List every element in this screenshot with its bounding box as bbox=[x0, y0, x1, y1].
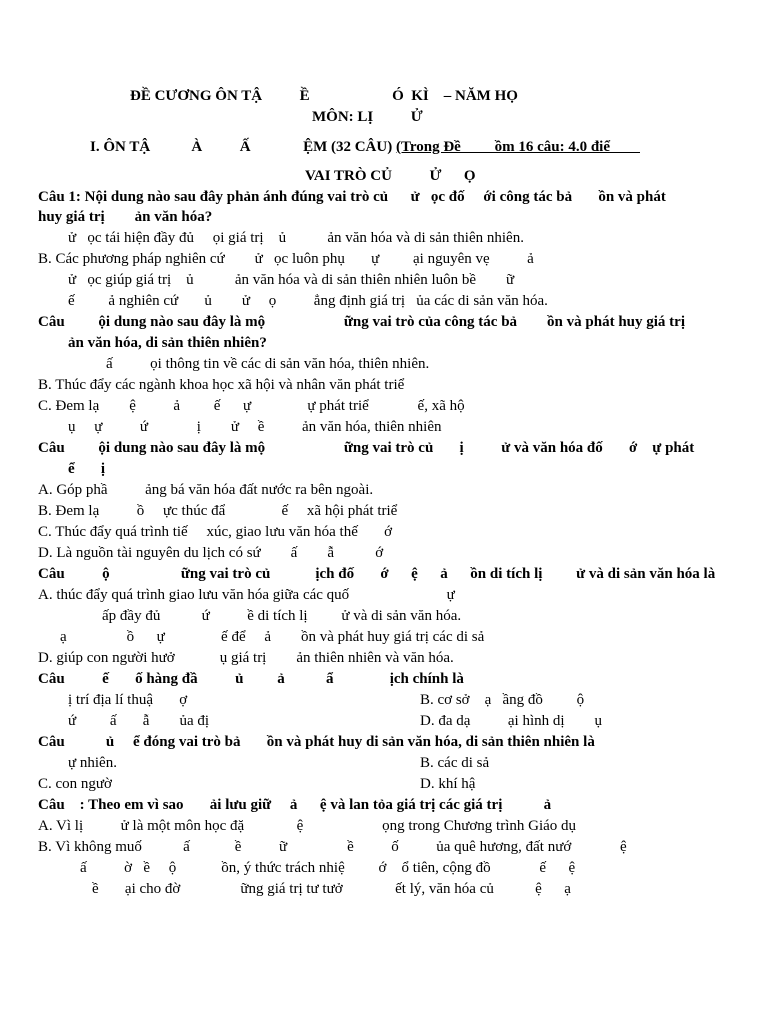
answer-line: ế ả nghiên cứ ủ ử ọ ẳng định giá trị ủa các di sản văn hóa. bbox=[68, 293, 548, 309]
document-title: ĐỀ CƯƠNG ÔN TẬ Ề Ó KÌ – NĂM HỌ bbox=[130, 88, 518, 104]
question-line: ản văn hóa, di sản thiên nhiên? bbox=[68, 335, 267, 351]
question-line: Câu ội dung nào sau đây là mộ ững vai trò của công tác bả ồn và phát huy giá trị bbox=[38, 314, 685, 330]
question-line: Câu ộ ững vai trò củ ịch đố ớ ệ ả ồn di tích lị ử và di sản văn hóa là bbox=[38, 566, 716, 582]
answer-line: A. thúc đẩy quá trình giao lưu văn hóa giữa các quố ự bbox=[38, 587, 455, 603]
answer-line: ấp đầy đủ ứ ề di tích lị ử và di sản văn hóa. bbox=[102, 608, 462, 624]
question-line: ể ị bbox=[68, 461, 106, 477]
question-line: Câu ủ ể đóng vai trò bả ồn và phát huy di sản văn hóa, di sản thiên nhiên là bbox=[38, 734, 595, 750]
answer-line: ự nhiên. bbox=[68, 755, 117, 771]
answer-line: B. các di sả bbox=[420, 755, 490, 771]
section-note: (Trong Đề ồm 16 câu: 4.0 điể bbox=[395, 139, 640, 155]
answer-line: B. Thúc đẩy các ngành khoa học xã hội và nhân văn phát triể bbox=[38, 377, 405, 393]
question-line: Câu 1: Nội dung nào sau đây phản ánh đúng vai trò củ ử ọc đố ới công tác bả ồn và phát bbox=[38, 189, 666, 205]
answer-line: ứ ấ ẫ ủa đị bbox=[68, 713, 210, 729]
answer-line: B. Vì không muố ấ ề ữ ề ố ủa quê hương, đất nướ ệ bbox=[38, 839, 627, 855]
section-heading bbox=[90, 137, 640, 157]
question-line: Câu ế ố hàng đầ ủ ả ẩ ịch chính là bbox=[38, 671, 464, 687]
answer-line: ụ ự ứ ị ử ề ản văn hóa, thiên nhiên bbox=[68, 419, 442, 435]
answer-line: B. Đem lạ ồ ực thúc đẩ ế xã hội phát triể bbox=[38, 503, 398, 519]
answer-line: D. đa dạ ại hình dị ụ bbox=[420, 713, 603, 729]
answer-line: ấ ờ ề ộ ồn, ý thức trách nhiệ ớ ổ tiên, cộng đồ ế ệ bbox=[80, 860, 576, 876]
answer-line: C. Thúc đẩy quá trình tiế xúc, giao lưu văn hóa thế ớ bbox=[38, 524, 393, 540]
answer-line: C. Đem lạ ệ ả ế ự ự phát triể ế, xã hộ bbox=[38, 398, 465, 414]
answer-line: ạ ồ ự ế để ả ồn và phát huy giá trị các di sả bbox=[60, 629, 485, 645]
subject-line: MÔN: LỊ Ử bbox=[312, 109, 423, 125]
answer-line: A. Góp phầ ảng bá văn hóa đất nước ra bên ngoài. bbox=[38, 482, 374, 498]
answer-line: D. Là nguồn tài nguyên du lịch có sứ ấ ẫ ớ bbox=[38, 545, 384, 561]
answer-line: A. Vì lị ử là một môn học đặ ệ ọng trong Chương trình Giáo dụ bbox=[38, 818, 577, 834]
answer-line: C. con ngườ bbox=[38, 776, 112, 792]
answer-line: D. khí hậ bbox=[420, 776, 476, 792]
answer-line: D. giúp con người hưở ụ giá trị ản thiên nhiên và văn hóa. bbox=[38, 650, 454, 666]
answer-line: B. cơ sở ạ ầng đồ ộ bbox=[420, 692, 585, 708]
answer-line: ị trí địa lí thuậ ợ bbox=[68, 692, 188, 708]
question-line: huy giá trị ản văn hóa? bbox=[38, 209, 213, 225]
answer-line: ấ ọi thông tin về các di sản văn hóa, thiên nhiên. bbox=[106, 356, 430, 372]
answer-line: ề ại cho đờ ững giá trị tư tưở ết lý, văn hóa củ ệ ạ bbox=[92, 881, 571, 897]
section-main: I. ÔN TẬ À Ấ ỆM (32 CÂU) bbox=[90, 139, 396, 155]
answer-line: B. Các phương pháp nghiên cứ ử ọc luôn phụ ự ại nguyên vẹ ả bbox=[38, 251, 534, 267]
answer-line: ử ọc tái hiện đầy đủ ọi giá trị ủ ản văn hóa và di sản thiên nhiên. bbox=[68, 230, 524, 246]
topic-heading: VAI TRÒ CỦ Ử Ọ bbox=[305, 168, 476, 184]
question-line: Câu ội dung nào sau đây là mộ ững vai trò củ ị ử và văn hóa đố ớ ự phát bbox=[38, 440, 695, 456]
answer-line: ử ọc giúp giá trị ủ ản văn hóa và di sản thiên nhiên luôn bề ữ bbox=[68, 272, 515, 288]
question-line: Câu : Theo em vì sao ải lưu giữ ả ệ và lan tỏa giá trị các giá trị ả bbox=[38, 797, 552, 813]
